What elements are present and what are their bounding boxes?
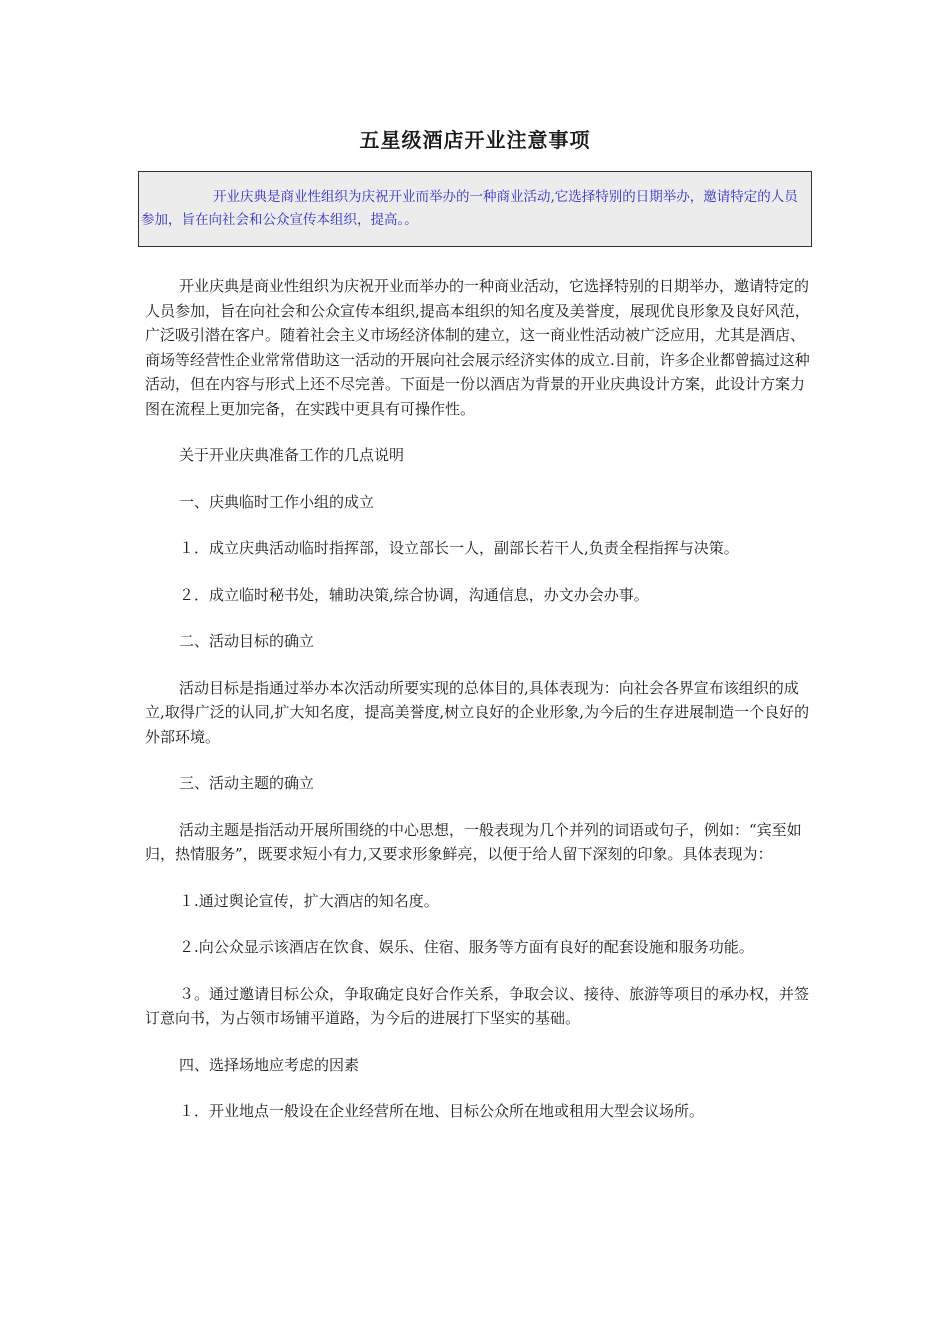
section-heading: 一、庆典临时工作小组的成立: [179, 492, 375, 511]
intro-paragraph: 开业庆典是商业性组织为庆祝开业而举办的一种商业活动，它选择特别的日期举办，邀请特定的人员参加，旨在向社会和公众宣传本组织,提高本组织的知名度及美誉度，展现优良形象及良好风范，广泛吸引潜在客户。随着社会主义市场经济体制的建立，这一商业性活动被广泛应用，尤其是酒店、商场等经营性企业常常借助这一活动的开展向社会展示经济实体的成立.目前，许多企业都曾搞过这种活动，但在内容与形式上还不尽完善。下面是一份以酒店为背景的开业庆典设计方案，此设计方案力图在流程上更加完备，在实践中更具有可操作性。: [145, 277, 810, 418]
document-body: [145, 274, 815, 1124]
list-item: ３。通过邀请目标公众，争取确定良好合作关系，争取会议、接待、旅游等项目的承办权，并签订意向书，为占领市场铺平道路，为今后的进展打下坚实的基础。: [145, 984, 810, 1027]
section-heading: 四、选择场地应考虑的因素: [179, 1055, 360, 1074]
document-title: 五星级酒店开业注意事项: [359, 128, 591, 152]
list-item: ２.向公众显示该酒店在饮食、娱乐、住宿、服务等方面有良好的配套设施和服务功能。: [179, 938, 754, 956]
list-item: １．成立庆典活动临时指挥部，设立部长一人，副部长若干人,负责全程指挥与决策。: [179, 539, 739, 557]
summary-text: 开业庆典是商业性组织为庆祝开业而举办的一种商业活动,它选择特别的日期举办，邀请特定的人员参加，旨在向社会和公众宣传本组织，提高。。: [141, 189, 798, 228]
section-heading: 三、活动主题的确立: [179, 774, 315, 792]
summary-box: [138, 171, 812, 247]
list-item: １．开业地点一般设在企业经营所在地、目标公众所在地或租用大型会议场所。: [179, 1102, 705, 1120]
list-item: １.通过舆论宣传，扩大酒店的知名度。: [179, 891, 439, 910]
body-paragraph: 活动主题是指活动开展所围绕的中心思想，一般表现为几个并列的词语或句子，例如：“宾至如归，热情服务”，既要求短小有力,又要求形象鲜亮，以便于给人留下深刻的印象。具体表现为：: [145, 820, 802, 863]
section-heading: 二、活动目标的确立: [179, 632, 315, 650]
list-item: ２．成立临时秘书处，辅助决策,综合协调，沟通信息，办文办会办事。: [179, 585, 649, 604]
body-paragraph: 活动目标是指通过举办本次活动所要实现的总体目的,具体表现为：向社会各界宣布该组织的成立,取得广泛的认同,扩大知名度，提高美誉度,树立良好的企业形象,为今后的生存进展制造一个良好的外部环境。: [145, 678, 810, 746]
section-heading: 关于开业庆典准备工作的几点说明: [179, 446, 405, 464]
